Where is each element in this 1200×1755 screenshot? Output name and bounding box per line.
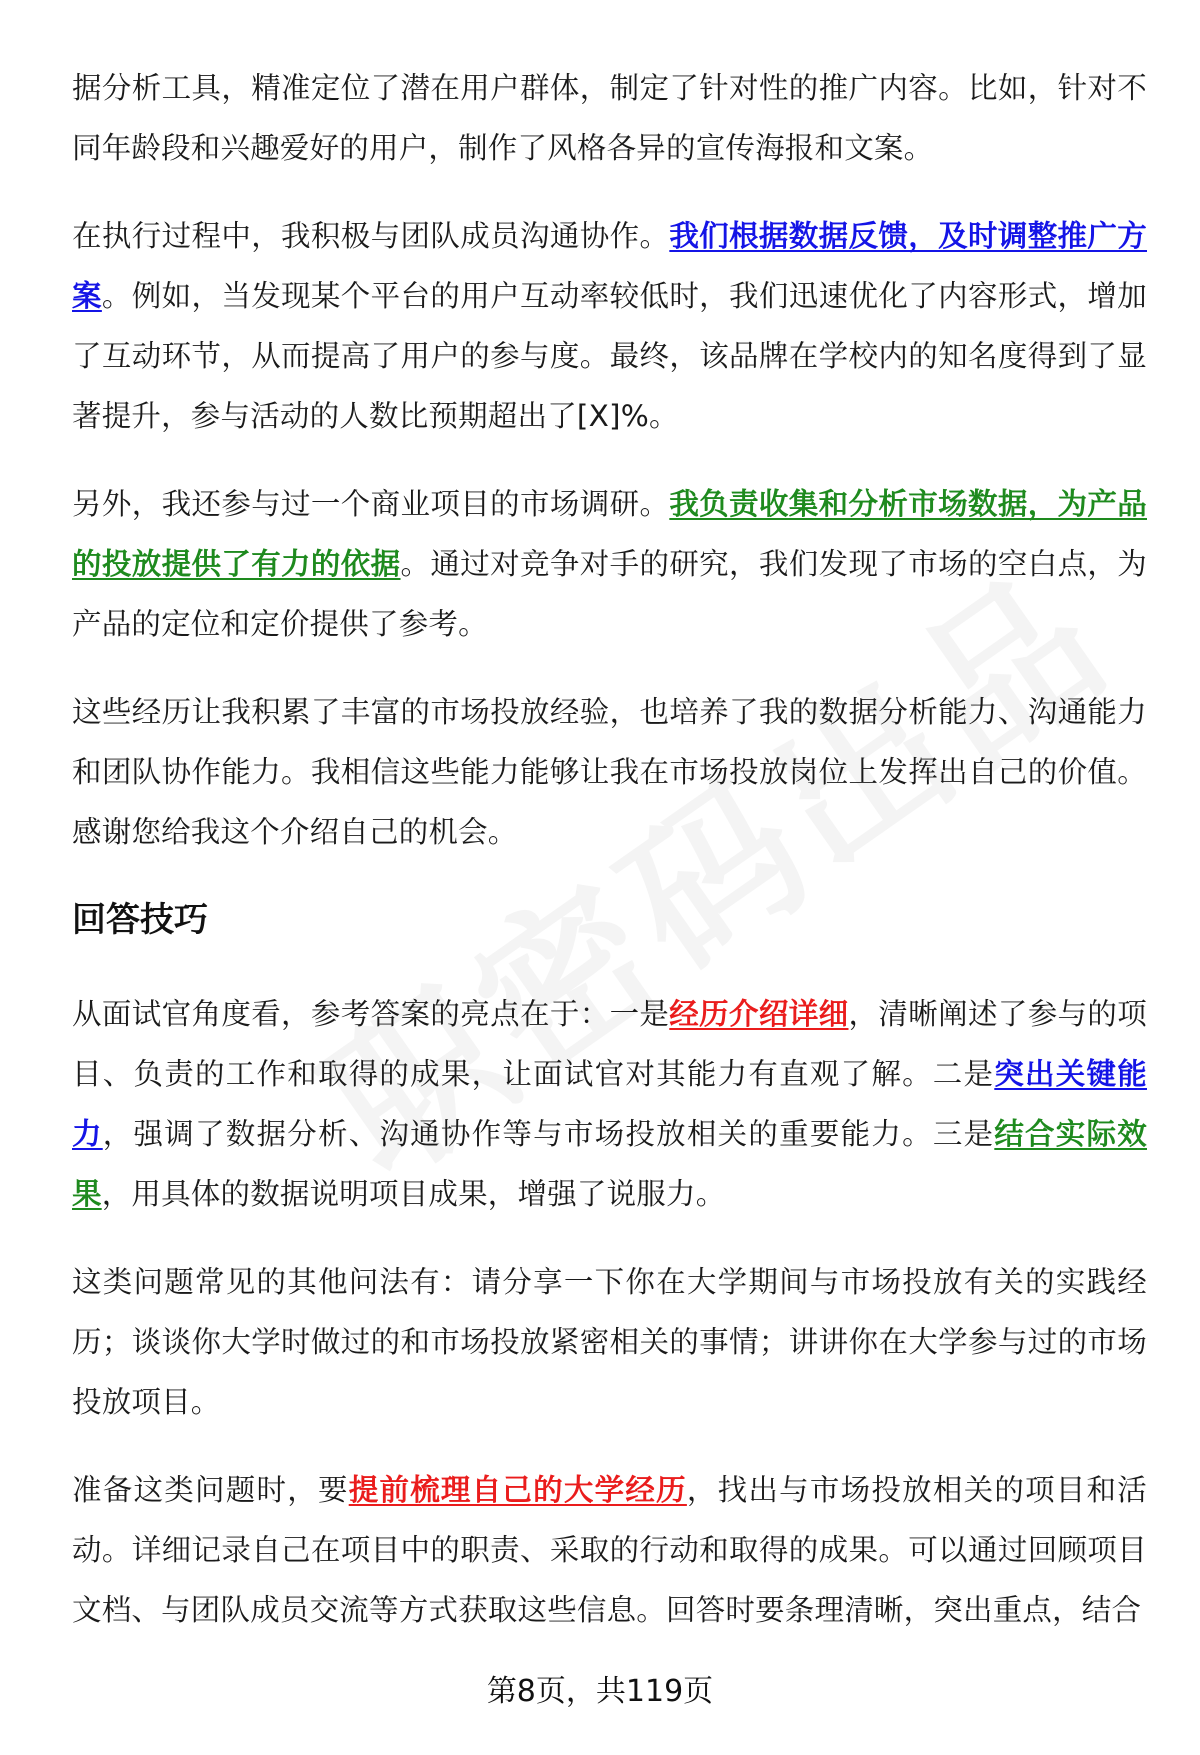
paragraph-2 bbox=[72, 206, 1147, 446]
paragraph-4-text: 这些经历让我积累了丰富的市场投放经验，也培养了我的数据分析能力、沟通能力和团队协作能力。我相信这些能力能够让我在市场投放岗位上发挥出自己的价值。感谢您给我这个介绍自己的机会。 bbox=[72, 695, 1147, 849]
document-body bbox=[72, 58, 1147, 1668]
paragraph-3-text-after: 。通过对竞争对手的研究，我们发现了市场的空白点，为产品的定位和定价提供了参考。 bbox=[72, 547, 1147, 641]
paragraph-5 bbox=[72, 984, 1147, 1224]
paragraph-5-text-4: ，用具体的数据说明项目成果，增强了说服力。 bbox=[101, 1177, 726, 1211]
paragraph-3-highlight: 我负责收集和分析市场数据，为产品的投放提供了有力的依据 bbox=[72, 487, 1147, 581]
paragraph-2-text-after: 。例如，当发现某个平台的用户互动率较低时，我们迅速优化了内容形式，增加了互动环节，从而提高了用户的参与度。最终，该品牌在学校内的知名度得到了显著提升，参与活动的人数比预期超出了[X]%。 bbox=[72, 279, 1147, 433]
paragraph-5-highlight-1: 经历介绍详细 bbox=[669, 997, 849, 1031]
paragraph-5-text-2: ，清晰阐述了参与的项目、负责的工作和取得的成果，让面试官对其能力有直观了解。二是 bbox=[72, 997, 1147, 1091]
section-heading: 回答技巧 bbox=[72, 900, 208, 940]
paragraph-6-text: 这类问题常见的其他问法有：请分享一下你在大学期间与市场投放有关的实践经历；谈谈你大学时做过的和市场投放紧密相关的事情；讲讲你在大学参与过的市场投放项目。 bbox=[72, 1265, 1147, 1419]
paragraph-3 bbox=[72, 474, 1147, 654]
paragraph-1-text: 据分析工具，精准定位了潜在用户群体，制定了针对性的推广内容。比如，针对不同年龄段和兴趣爱好的用户，制作了风格各异的宣传海报和文案。 bbox=[72, 71, 1147, 165]
paragraph-7-highlight: 提前梳理自己的大学经历 bbox=[348, 1473, 687, 1507]
paragraph-6 bbox=[72, 1252, 1147, 1432]
paragraph-7 bbox=[72, 1460, 1147, 1640]
paragraph-2-text-before: 在执行过程中，我积极与团队成员沟通协作。 bbox=[72, 219, 670, 253]
paragraph-5-highlight-2: 突出关键能力 bbox=[72, 1057, 1147, 1151]
paragraph-4 bbox=[72, 682, 1147, 862]
paragraph-5-highlight-3: 结合实际效果 bbox=[72, 1117, 1147, 1211]
paragraph-3-text-before: 另外，我还参与过一个商业项目的市场调研。 bbox=[72, 487, 670, 521]
page-number-footer: 第8页，共119页 bbox=[486, 1674, 714, 1709]
paragraph-1 bbox=[72, 58, 1147, 178]
paragraph-5-text-1: 从面试官角度看，参考答案的亮点在于：一是 bbox=[72, 997, 670, 1031]
paragraph-5-text-3: ，强调了数据分析、沟通协作等与市场投放相关的重要能力。三是 bbox=[102, 1117, 995, 1151]
paragraph-7-text-after: ，找出与市场投放相关的项目和活动。详细记录自己在项目中的职责、采取的行动和取得的成果。可以通过回顾项目文档、与团队成员交流等方式获取这些信息。回答时要条理清晰，突出重点，结合 bbox=[72, 1473, 1147, 1627]
paragraph-7-text-before: 准备这类问题时，要 bbox=[72, 1473, 349, 1507]
paragraph-2-highlight: 我们根据数据反馈，及时调整推广方案 bbox=[72, 219, 1147, 313]
